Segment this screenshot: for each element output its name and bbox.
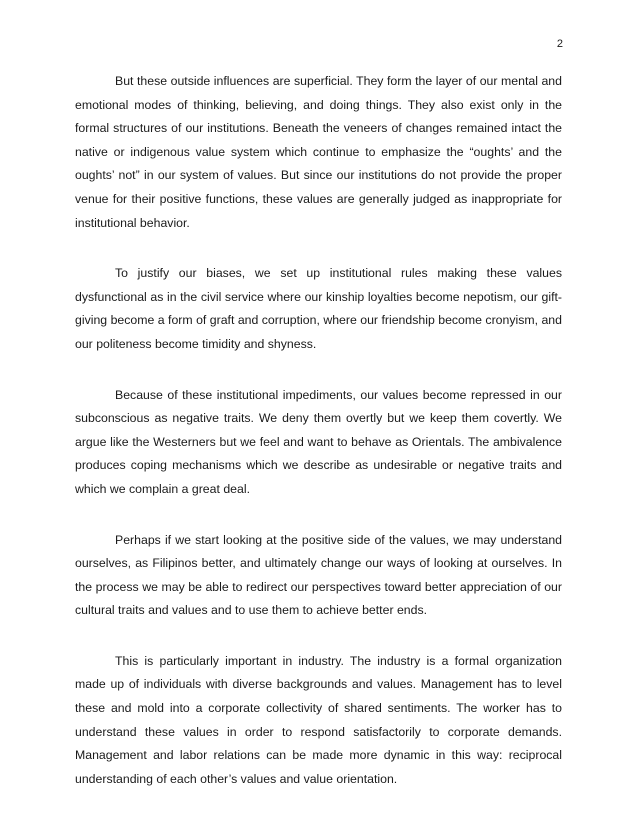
paragraph-institutional-rules: To justify our biases, we set up institutional rules making these values dysfunctional as in the civil service where our kinship loyalties become nepotism, our gift-giving become a form of graft and corruption, where our friendship become cronyism, and our politeness become timidity and shyness. <box>75 266 562 351</box>
paragraph-industry: This is particularly important in industry. The industry is a formal organization made up of individuals with diverse backgrounds and values. Management has to level these and mold into a corporate collectivity of shared sentiments. The worker has to understand these values in order to respond satisfactorily to corporate demands. Management and labor relations can be made more dynamic in this way: reciprocal understanding of each other’s values and value orientation. <box>75 653 562 786</box>
paragraph-positive-side: Perhaps if we start looking at the positive side of the values, we may understand ourselves, as Filipinos better, and ultimately change our ways of looking at ourselves. In the process we may be able to redirect our perspectives toward better appreciation of our cultural traits and values and to use them to achieve better ends. <box>75 532 562 618</box>
document-body <box>75 70 562 818</box>
page-number: 2 <box>556 38 563 50</box>
paragraph-outside-influences: But these outside influences are superficial. They form the layer of our mental and emotional modes of thinking, believing, and doing things. They also exist only in the formal structures of our institutions. Beneath the veneers of changes remained intact the native or indigenous value system which continue to emphasize the “oughts’ and the oughts’ not” in our system of values. But since our institutions do not provide the proper venue for their positive functions, these values are generally judged as inappropriate for institutional behavior. <box>75 74 562 230</box>
paragraph-repressed-values: Because of these institutional impediments, our values become repressed in our subconscious as negative traits. We deny them overtly but we keep them covertly. We argue like the Westerners but we feel and want to behave as Orientals. The ambivalence produces coping mechanisms which we describe as undesirable or negative traits and which we complain a great deal. <box>75 387 562 496</box>
